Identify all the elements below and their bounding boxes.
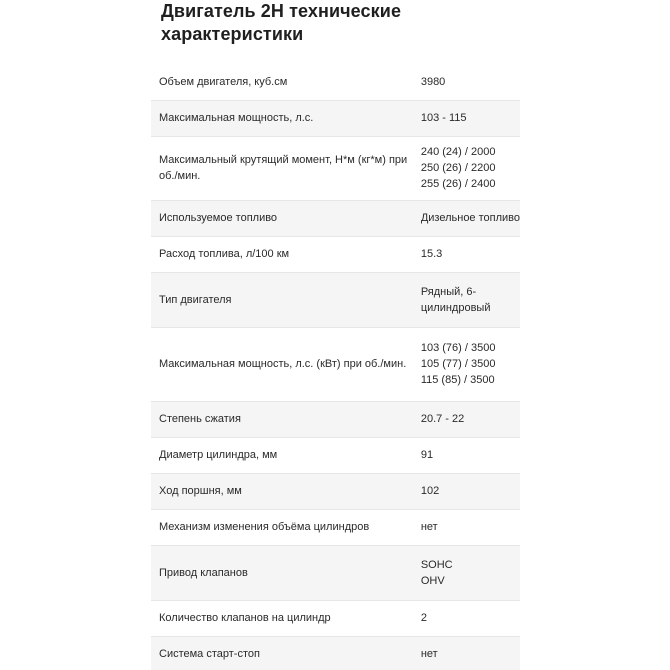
spec-row [151, 327, 520, 401]
spec-label: Механизм изменения объёма цилиндров [159, 521, 370, 533]
spec-value-line: OHV [420, 574, 445, 587]
spec-value [421, 200, 520, 236]
spec-row [151, 437, 520, 473]
spec-value [421, 236, 520, 272]
spec-value-line: 240 (24) / 2000 [420, 146, 496, 158]
spec-value-line: 255 (26) / 2400 [420, 178, 496, 190]
spec-value-line: Рядный, 6- [420, 285, 477, 298]
spec-label: Ход поршня, мм [159, 485, 242, 497]
spec-row [151, 401, 520, 437]
spec-value [421, 437, 520, 473]
spec-row [151, 136, 520, 200]
spec-label: Система старт-стоп [159, 648, 260, 660]
spec-row [151, 64, 520, 100]
spec-value-line: Дизельное топливо [420, 212, 520, 224]
spec-value-line: 105 (77) / 3500 [420, 358, 496, 370]
spec-label: Диаметр цилиндра, мм [159, 449, 278, 461]
spec-value-line: нет [420, 521, 438, 533]
spec-row [151, 636, 520, 670]
spec-label: Количество клапанов на цилиндр [159, 612, 331, 624]
spec-row [151, 545, 520, 600]
spec-value [421, 64, 520, 100]
spec-row [151, 600, 520, 636]
spec-row [151, 473, 520, 509]
spec-label: Степень сжатия [159, 413, 241, 425]
spec-label: Объем двигателя, куб.см [159, 75, 288, 88]
spec-label: Максимальная мощность, л.с. [159, 112, 314, 124]
spec-label: Максимальный крутящий момент, Н*м (кг*м) при об./мин. [159, 154, 408, 182]
spec-value-line: цилиндровый [420, 301, 491, 314]
spec-value [421, 636, 520, 670]
spec-label: Тип двигателя [159, 293, 232, 306]
spec-value-line: SOHC [420, 558, 453, 571]
spec-row [151, 272, 520, 327]
spec-label: Максимальная мощность, л.с. (кВт) при об./мин. [159, 358, 407, 370]
spec-value-line: нет [420, 648, 438, 660]
spec-value-line: 103 - 115 [420, 112, 467, 124]
spec-value [421, 600, 520, 636]
spec-value-line: 250 (26) / 2200 [420, 162, 496, 174]
spec-value [421, 401, 520, 437]
spec-value [421, 509, 520, 545]
spec-value-line: 15.3 [420, 248, 443, 260]
spec-value [421, 272, 520, 327]
spec-value-line: 102 [420, 485, 440, 497]
spec-value [421, 100, 520, 136]
spec-value-line: 115 (85) / 3500 [420, 374, 495, 386]
page-title: Двигатель 2H технические характеристики [161, 1, 402, 44]
spec-value-line: 91 [420, 449, 434, 461]
spec-row [151, 236, 520, 272]
spec-value [421, 136, 520, 200]
spec-value [421, 545, 520, 600]
spec-value [421, 473, 520, 509]
spec-table [151, 64, 520, 670]
spec-row [151, 200, 520, 236]
spec-value [421, 327, 520, 401]
spec-label: Используемое топливо [159, 212, 278, 224]
spec-row [151, 509, 520, 545]
spec-label: Привод клапанов [159, 566, 248, 579]
spec-value-line: 20.7 - 22 [420, 413, 465, 425]
spec-label: Расход топлива, л/100 км [159, 248, 290, 260]
spec-value-line: 2 [420, 612, 427, 624]
spec-value-line: 3980 [420, 75, 446, 88]
spec-value-line: 103 (76) / 3500 [420, 342, 496, 354]
spec-row [151, 100, 520, 136]
